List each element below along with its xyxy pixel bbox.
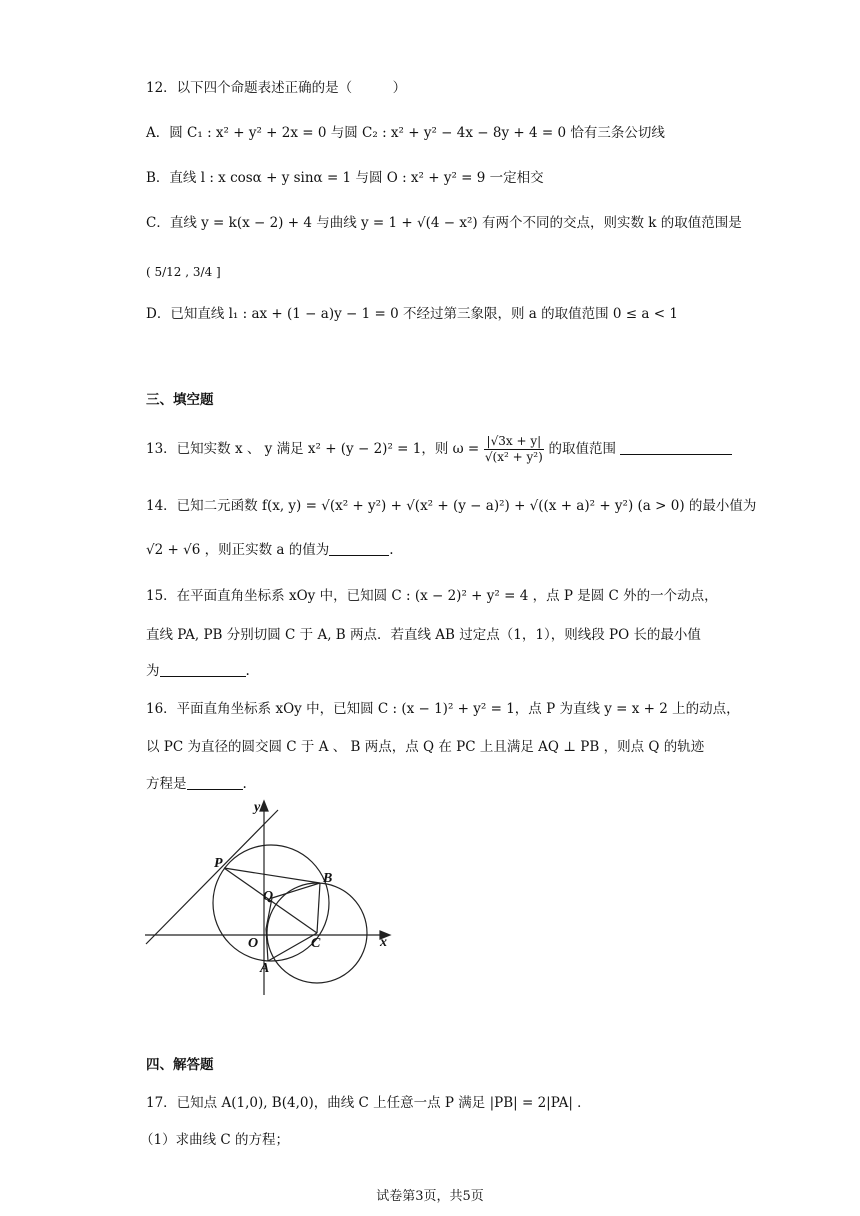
q12-stem: 12．以下四个命题表述正确的是（ ） bbox=[146, 80, 407, 96]
segment-bc bbox=[317, 883, 320, 933]
line-y-eq-x-plus-2 bbox=[146, 810, 278, 944]
q16-line3-text: 方程是 bbox=[146, 776, 187, 792]
q15-line3 bbox=[146, 661, 250, 681]
segment-qb bbox=[272, 883, 320, 898]
q12-option-c-range: ( 5/12 , 3/4 ] bbox=[146, 265, 221, 279]
q16-period: . bbox=[242, 776, 247, 792]
segment-pb bbox=[224, 868, 320, 883]
label-o: O bbox=[248, 936, 259, 951]
q17-line1: 17．已知点 A(1,0), B(4,0)，曲线 C 上任意一点 P 满足 |PB| = 2|PA| ． bbox=[146, 1095, 591, 1111]
q13 bbox=[146, 432, 732, 466]
label-a: A bbox=[260, 961, 270, 976]
q16-line1: 16．平面直角坐标系 xOy 中，已知圆 C : (x − 1)² + y² = 1，点 P 为直线 y = x + 2 上的动点， bbox=[146, 701, 740, 717]
q14-line2 bbox=[146, 540, 394, 560]
q14-answer-blank[interactable] bbox=[329, 541, 389, 556]
label-p: P bbox=[214, 856, 223, 871]
q15-line2: 直线 PA, PB 分别切圆 C 于 A, B 两点．若直线 AB 过定点（1，1），则线段 PO 长的最小值 bbox=[146, 627, 701, 643]
label-b: B bbox=[323, 871, 333, 886]
q13-numerator: |√3x + y| bbox=[484, 434, 545, 450]
q13-answer-blank[interactable] bbox=[620, 440, 732, 455]
section-solve-title: 四、解答题 bbox=[146, 1057, 214, 1073]
q12-option-d: D．已知直线 l₁ : ax + (1 − a)y − 1 = 0 不经过第三象限，则 a 的取值范围 0 ≤ a < 1 bbox=[146, 306, 678, 322]
q15-answer-blank[interactable] bbox=[160, 662, 246, 677]
q13-text-pre: 13．已知实数 x 、 y 满足 x² + (y − 2)² = 1，则 ω = bbox=[146, 441, 480, 457]
q16-answer-blank[interactable] bbox=[187, 775, 243, 790]
q14-period: . bbox=[389, 542, 394, 558]
q14-line2-text: √2 + √6 ，则正实数 a 的值为 bbox=[146, 542, 330, 558]
label-x: x bbox=[380, 935, 387, 950]
q15-line1: 15．在平面直角坐标系 xOy 中，已知圆 C : (x − 2)² + y² = 4 ，点 P 是圆 C 外的一个动点， bbox=[146, 588, 718, 604]
q16-line3 bbox=[146, 774, 247, 794]
q16-geometry-figure bbox=[140, 795, 395, 1000]
label-y: y bbox=[254, 800, 261, 815]
q13-denominator: √(x² + y²) bbox=[484, 450, 543, 464]
q12-option-b: B．直线 l : x cosα + y sinα = 1 与圆 O : x² + y² = 9 一定相交 bbox=[146, 170, 544, 186]
section-fill-in-title: 三、填空题 bbox=[146, 392, 214, 408]
q15-line3-text: 为 bbox=[146, 663, 160, 679]
q13-fraction bbox=[484, 434, 545, 465]
page-footer: 试卷第3页，共5页 bbox=[376, 1189, 484, 1204]
label-c: C bbox=[311, 936, 321, 951]
q14-line1: 14．已知二元函数 f(x, y) = √(x² + y²) + √(x² + (y − a)²) + √((x + a)² + y²) (a > 0) 的最小值为 bbox=[146, 498, 757, 514]
q13-text-post: 的取值范围 bbox=[548, 441, 616, 457]
y-axis-arrow bbox=[260, 801, 268, 811]
q12-option-a: A．圆 C₁ : x² + y² + 2x = 0 与圆 C₂ : x² + y² − 4x − 8y + 4 = 0 恰有三条公切线 bbox=[146, 125, 665, 141]
q17-part1: （1）求曲线 C 的方程； bbox=[140, 1132, 290, 1148]
q12-option-c: C．直线 y = k(x − 2) + 4 与曲线 y = 1 + √(4 − x²) 有两个不同的交点，则实数 k 的取值范围是 bbox=[146, 215, 742, 231]
q16-line2: 以 PC 为直径的圆交圆 C 于 A 、 B 两点，点 Q 在 PC 上且满足 AQ ⊥ PB ，则点 Q 的轨迹 bbox=[146, 739, 705, 755]
label-q: Q bbox=[263, 889, 274, 904]
q15-period: . bbox=[245, 663, 250, 679]
